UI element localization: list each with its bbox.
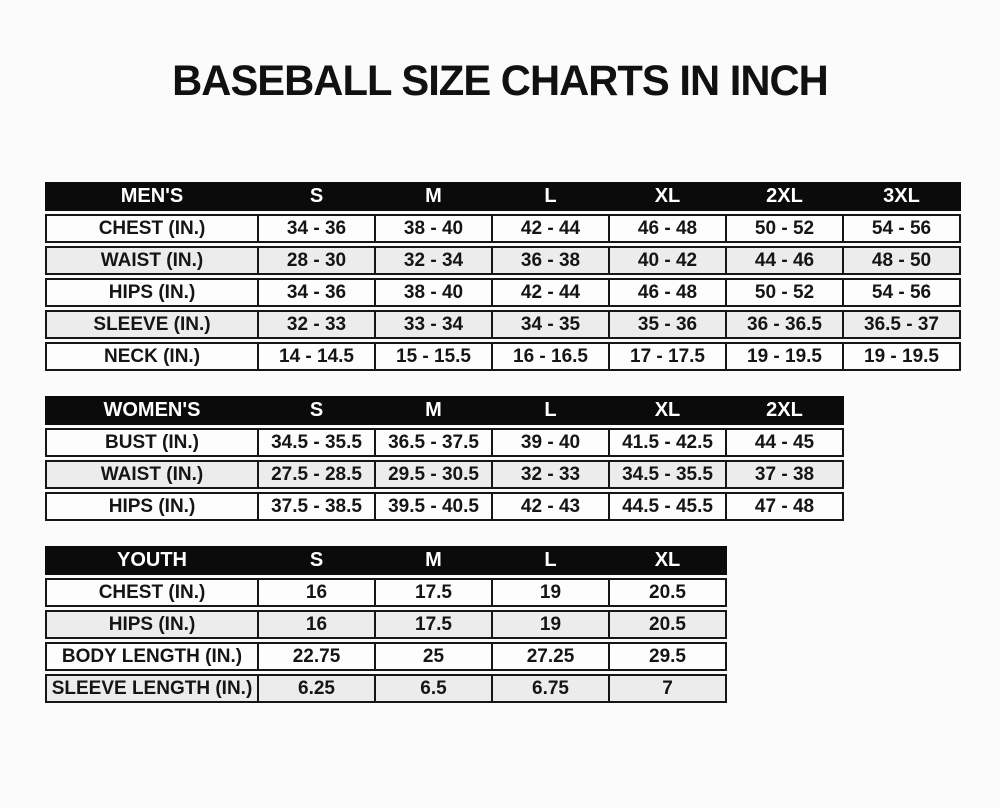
column-header-xl: XL [654,398,681,421]
column-header-s: S [309,398,324,421]
table-row-chestin [45,578,727,607]
size-value: 19 [491,580,608,605]
table-row-neckin [45,342,961,371]
size-value: 34 - 36 [257,280,374,305]
size-value: 32 - 33 [491,462,608,487]
size-value: 50 - 52 [725,280,842,305]
size-value: 17.5 [374,580,491,605]
size-value: 16 - 16.5 [491,344,608,369]
size-value: 34.5 - 35.5 [608,462,725,487]
table-header-row [45,182,961,211]
table-title: YOUTH [117,548,187,571]
size-value: 44 - 46 [725,248,842,273]
row-label: SLEEVE LENGTH (IN.) [51,677,253,699]
size-value: 27.25 [491,644,608,669]
table-row-bustin [45,428,844,457]
size-chart-page [0,56,1000,703]
size-value: 17.5 [374,612,491,637]
size-value: 54 - 56 [842,216,959,241]
row-label: CHEST (IN.) [98,217,206,239]
row-label: HIPS (IN.) [108,613,196,635]
size-value: 19 - 19.5 [842,344,959,369]
size-value: 38 - 40 [374,280,491,305]
row-label: CHEST (IN.) [98,581,206,603]
column-header-xl: XL [654,548,681,571]
size-value: 7 [608,676,725,701]
table-row-sleevelengthin [45,674,727,703]
size-value: 46 - 48 [608,216,725,241]
row-label: SLEEVE (IN.) [93,313,211,335]
size-value: 33 - 34 [374,312,491,337]
row-label: WAIST (IN.) [100,249,204,271]
size-value: 32 - 34 [374,248,491,273]
page-title: BASEBALL SIZE CHARTS IN INCH [172,57,828,105]
size-value: 34 - 36 [257,216,374,241]
table-row-waistin [45,246,961,275]
size-value: 6.75 [491,676,608,701]
size-value: 16 [257,612,374,637]
size-value: 25 [374,644,491,669]
size-value: 32 - 33 [257,312,374,337]
size-value: 41.5 - 42.5 [608,430,725,455]
column-header-l: L [544,398,557,421]
table-row-hipsin [45,610,727,639]
size-value: 20.5 [608,580,725,605]
column-header-l: L [544,184,557,207]
size-value: 50 - 52 [725,216,842,241]
column-header-l: L [544,548,557,571]
size-value: 16 [257,580,374,605]
size-value: 36 - 38 [491,248,608,273]
table-row-hipsin [45,278,961,307]
table-header-row [45,396,844,425]
size-value: 44 - 45 [725,430,842,455]
table-row-chestin [45,214,961,243]
size-value: 20.5 [608,612,725,637]
size-table-mens [45,182,961,371]
size-value: 47 - 48 [725,494,842,519]
size-value: 39 - 40 [491,430,608,455]
size-value: 44.5 - 45.5 [608,494,725,519]
table-row-bodylengthin [45,642,727,671]
size-value: 6.5 [374,676,491,701]
size-value: 27.5 - 28.5 [257,462,374,487]
size-value: 17 - 17.5 [608,344,725,369]
size-value: 35 - 36 [608,312,725,337]
row-label: HIPS (IN.) [108,495,196,517]
column-header-xl: XL [654,184,681,207]
size-value: 19 - 19.5 [725,344,842,369]
size-value: 37.5 - 38.5 [257,494,374,519]
size-value: 34 - 35 [491,312,608,337]
table-header-row [45,546,727,575]
table-title: WOMEN'S [103,398,201,421]
row-label: WAIST (IN.) [100,463,204,485]
size-value: 37 - 38 [725,462,842,487]
size-value: 48 - 50 [842,248,959,273]
row-label: HIPS (IN.) [108,281,196,303]
size-value: 28 - 30 [257,248,374,273]
size-value: 39.5 - 40.5 [374,494,491,519]
size-value: 14 - 14.5 [257,344,374,369]
size-value: 36.5 - 37 [842,312,959,337]
column-header-s: S [309,184,324,207]
size-value: 22.75 [257,644,374,669]
column-header-3xl: 3XL [883,184,920,207]
column-header-s: S [309,548,324,571]
column-header-2xl: 2XL [766,398,803,421]
column-header-m: M [425,548,442,571]
size-value: 36 - 36.5 [725,312,842,337]
table-row-hipsin [45,492,844,521]
size-value: 40 - 42 [608,248,725,273]
column-header-m: M [425,184,442,207]
column-header-2xl: 2XL [766,184,803,207]
size-value: 29.5 [608,644,725,669]
size-value: 36.5 - 37.5 [374,430,491,455]
size-value: 54 - 56 [842,280,959,305]
size-value: 6.25 [257,676,374,701]
size-value: 15 - 15.5 [374,344,491,369]
size-value: 42 - 44 [491,216,608,241]
table-row-waistin [45,460,844,489]
size-value: 42 - 44 [491,280,608,305]
size-value: 38 - 40 [374,216,491,241]
size-value: 46 - 48 [608,280,725,305]
size-value: 34.5 - 35.5 [257,430,374,455]
tables [45,182,1000,703]
row-label: BODY LENGTH (IN.) [61,645,243,667]
table-title: MEN'S [120,184,184,207]
size-value: 29.5 - 30.5 [374,462,491,487]
row-label: NECK (IN.) [103,345,201,367]
size-table-youth [45,546,727,703]
size-value: 19 [491,612,608,637]
size-value: 42 - 43 [491,494,608,519]
column-header-m: M [425,398,442,421]
table-row-sleevein [45,310,961,339]
size-table-womens [45,396,844,521]
row-label: BUST (IN.) [105,431,199,453]
